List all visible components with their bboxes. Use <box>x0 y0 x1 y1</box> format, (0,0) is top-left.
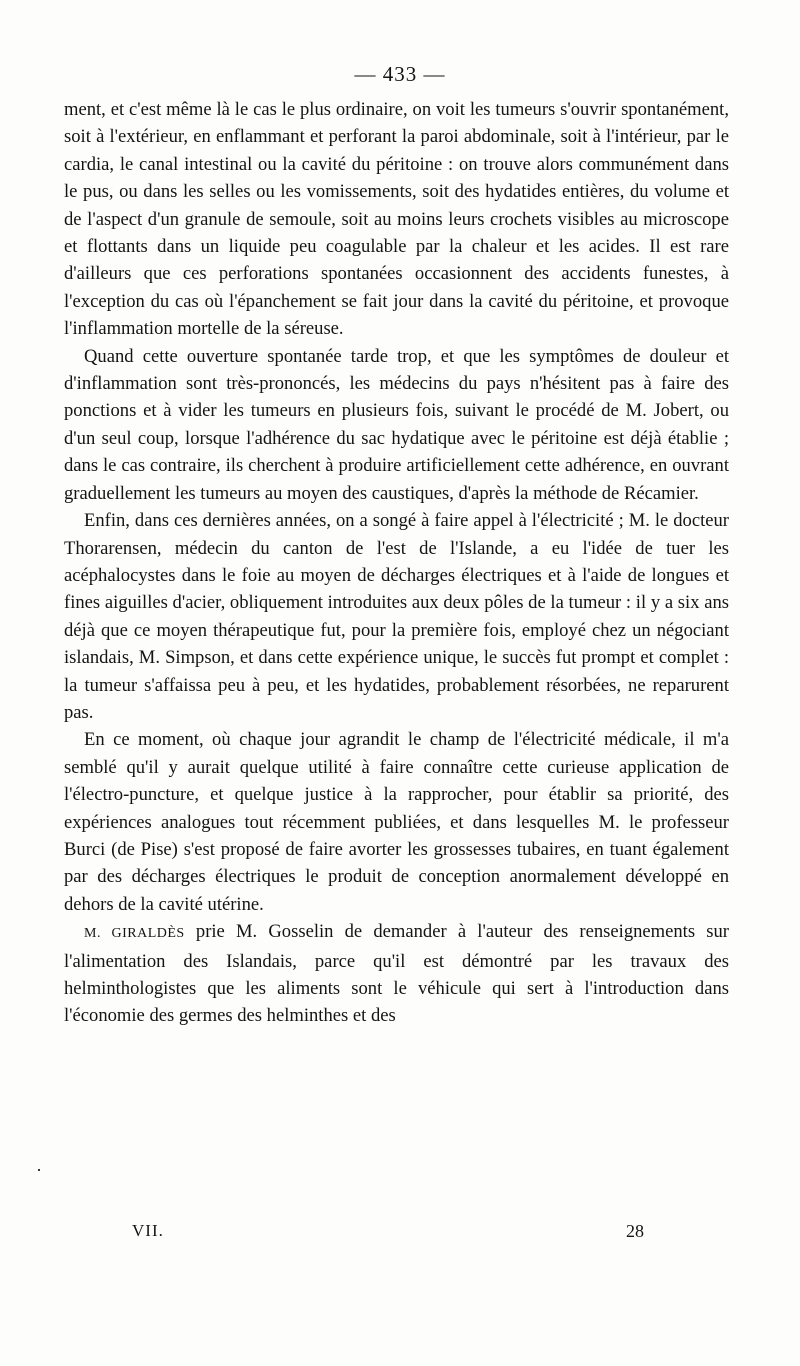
speaker-name: M. GIRALDÈS <box>84 926 185 942</box>
paragraph-4: En ce moment, où chaque jour agrandit le champ de l'électricité médicale, il m'a semblé qu'il y aurait quelque utilité à faire connaître cette curieuse application de l'électro-puncture, et quelque justice à la rapprocher, pour établir sa priorité, des expériences analogues tout récemment publiées, et dans lesquelles M. le professeur Burci (de Pise) s'est proposé de faire avorter les grossesses tubaires, en tuant également par des décharges électriques le produit de conception anormalement développé en dehors de la cavité utérine. <box>64 729 729 915</box>
volume-number: VII. <box>132 1221 164 1240</box>
paragraph-1: ment, et c'est même là le cas le plus ordinaire, on voit les tumeurs s'ouvrir spontanément, soit à l'extérieur, en enflammant et perforant la paroi abdominale, soit à l'intérieur, par le cardia, le canal intestinal ou la cavité du péritoine : on trouve alors communément dans le pus, ou dans les selles ou les vomissements, soit des hydatides entières, du volume et de l'aspect d'un granule de semoule, soit au moins leurs crochets visibles au microscope et flottants dans un liquide peu coagulable par la chaleur et les acides. Il est rare d'ailleurs que ces perforations spontanées occasionnent des accidents funestes, à l'exception du cas où l'épanchement se fait jour dans la cavité du péritoine, et provoque l'inflammation mortelle de la séreuse. <box>64 99 729 340</box>
body-text <box>64 96 729 1030</box>
paragraph-2: Quand cette ouverture spontanée tarde trop, et que les symptômes de douleur et d'inflammation sont très-prononcés, les médecins du pays n'hésitent pas à faire des ponctions et à vider les tumeurs en plusieurs fois, suivant le procédé de M. Jobert, ou d'un seul coup, lorsque l'adhérence du sac hydatique avec le péritoine est déjà établie ; dans le cas contraire, ils cherchent à produire artificiellement cette adhérence, en ouvrant graduellement les tumeurs au moyen des caustiques, d'après la méthode de Récamier. <box>64 345 729 504</box>
margin-mark: · <box>36 1160 42 1180</box>
page-number: — 433 — <box>354 62 446 86</box>
signature-mark: 28 <box>626 1221 644 1241</box>
paragraph-3: Enfin, dans ces dernières années, on a songé à faire appel à l'électricité ; M. le docteur Thorarensen, médecin du canton de l'est de l'Islande, a eu l'idée de tuer les acéphalocystes dans le foie au moyen de décharges électriques et à l'aide de longues et fines aiguilles d'acier, obliquement introduites aux deux pôles de la tumeur : il y a six ans déjà que ce moyen thérapeutique fut, pour la première fois, employé chez un négociant islandais, M. Simpson, et dans cette expérience unique, le succès fut prompt et complet : la tumeur s'affaissa peu à peu, et les hydatides, probablement résorbées, ne reparurent pas. <box>64 510 729 723</box>
paragraph-5 <box>64 918 729 1030</box>
paragraph-5-text: prie M. Gosselin de demander à l'auteur des renseignements sur l'alimentation des Islandais, parce qu'il est démontré par les travaux des helminthologistes que les aliments sont le véhicule qui sert à l'introduction dans l'économie des germes des helminthes et des <box>64 921 730 1027</box>
